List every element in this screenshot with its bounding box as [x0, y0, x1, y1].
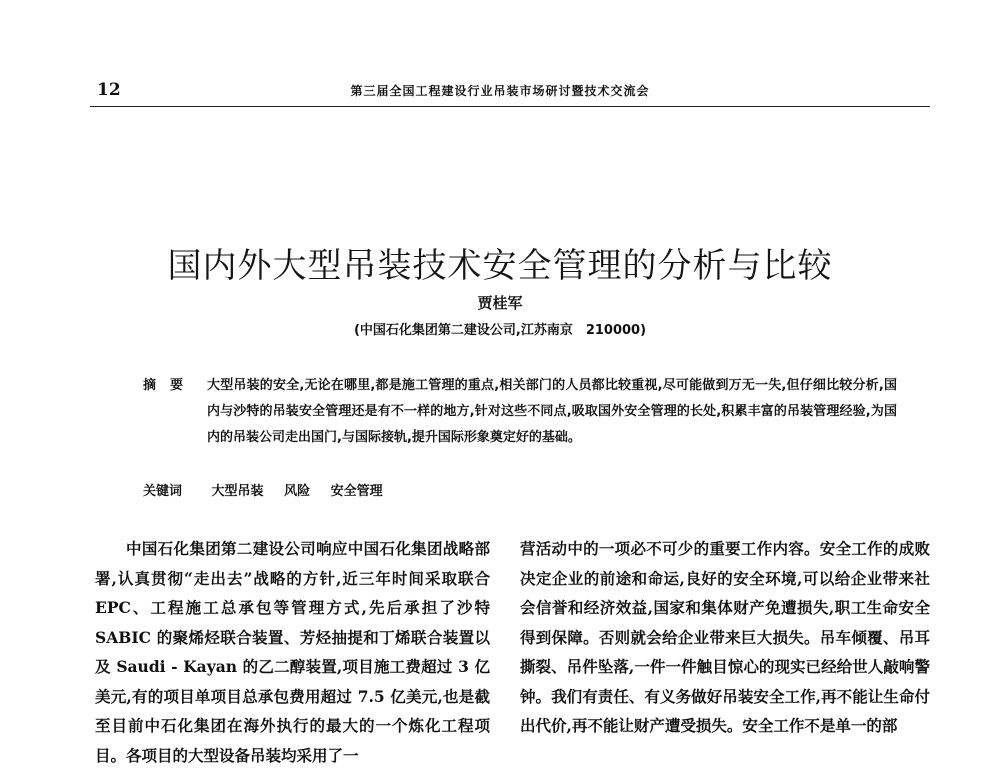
abstract-label: 摘要	[143, 378, 198, 393]
body-column-left	[95, 534, 490, 770]
abstract-text: 大型吊装的安全,无论在哪里,都是施工管理的重点,相关部门的人员都比较重视,尽可能做到万无一失,但仔细比较分析,国内与沙特的吊装安全管理还是有不一样的地方,针对这些不同点,吸取国外安全管理的长处,积累丰富的吊装管理经验,为国内的吊装公司走出国门,与国际接轨,提升国际形象奠定好的基础。	[207, 378, 897, 445]
author-name: 贾桂军	[477, 294, 523, 312]
body-paragraph: 营活动中的一项必不可少的重要工作内容。安全工作的成败决定企业的前途和命运,良好的安全环境,可以给企业带来社会信誉和经济效益,国家和集体财产免遭损失,职工生命安全得到保障。否则就会给企业带来巨大损失。吊车倾覆、吊耳撕裂、吊件坠落,一件一件触目惊心的现实已经给世人敲响警钟。我们有责任、有义务做好吊装安全工作,再不能让生命付出代价,再不能让财产遭受损失。安全工作不是单一的部	[520, 539, 930, 735]
body-paragraph: 中国石化集团第二建设公司响应中国石化集团战略部署,认真贯彻“走出去”战略的方针,近三年时间采取联合 EPC、工程施工总承包等管理方式,先后承担了沙特 SABIC 的聚烯烃联合装置、芳烃抽提和丁烯联合装置以及 Saudi - Kayan 的乙二醇装置,项目施工费超过 3 亿美元,有的项目单项目总承包费用超过 7.5 亿美元,也是截至目前中石化集团在海外执行的最大的一个炼化工程项目。各项目的大型设备吊装均采用了一	[95, 539, 490, 765]
article-title: 国内外大型吊装技术安全管理的分析与比较	[167, 245, 833, 286]
running-title: 第三届全国工程建设行业吊装市场研讨暨技术交流会	[350, 84, 650, 98]
keyword-item: 风险	[284, 484, 311, 499]
header-rule	[90, 106, 930, 107]
keyword-item: 大型吊装	[211, 484, 264, 499]
keywords-label: 关键词	[143, 484, 183, 499]
keyword-item: 安全管理	[330, 484, 383, 499]
keywords-block	[143, 480, 399, 499]
author-affiliation: (中国石化集团第二建设公司,江苏南京 210000)	[353, 323, 647, 338]
body-column-right	[520, 534, 930, 741]
page-number: 12	[97, 80, 121, 100]
abstract-block	[143, 373, 903, 451]
